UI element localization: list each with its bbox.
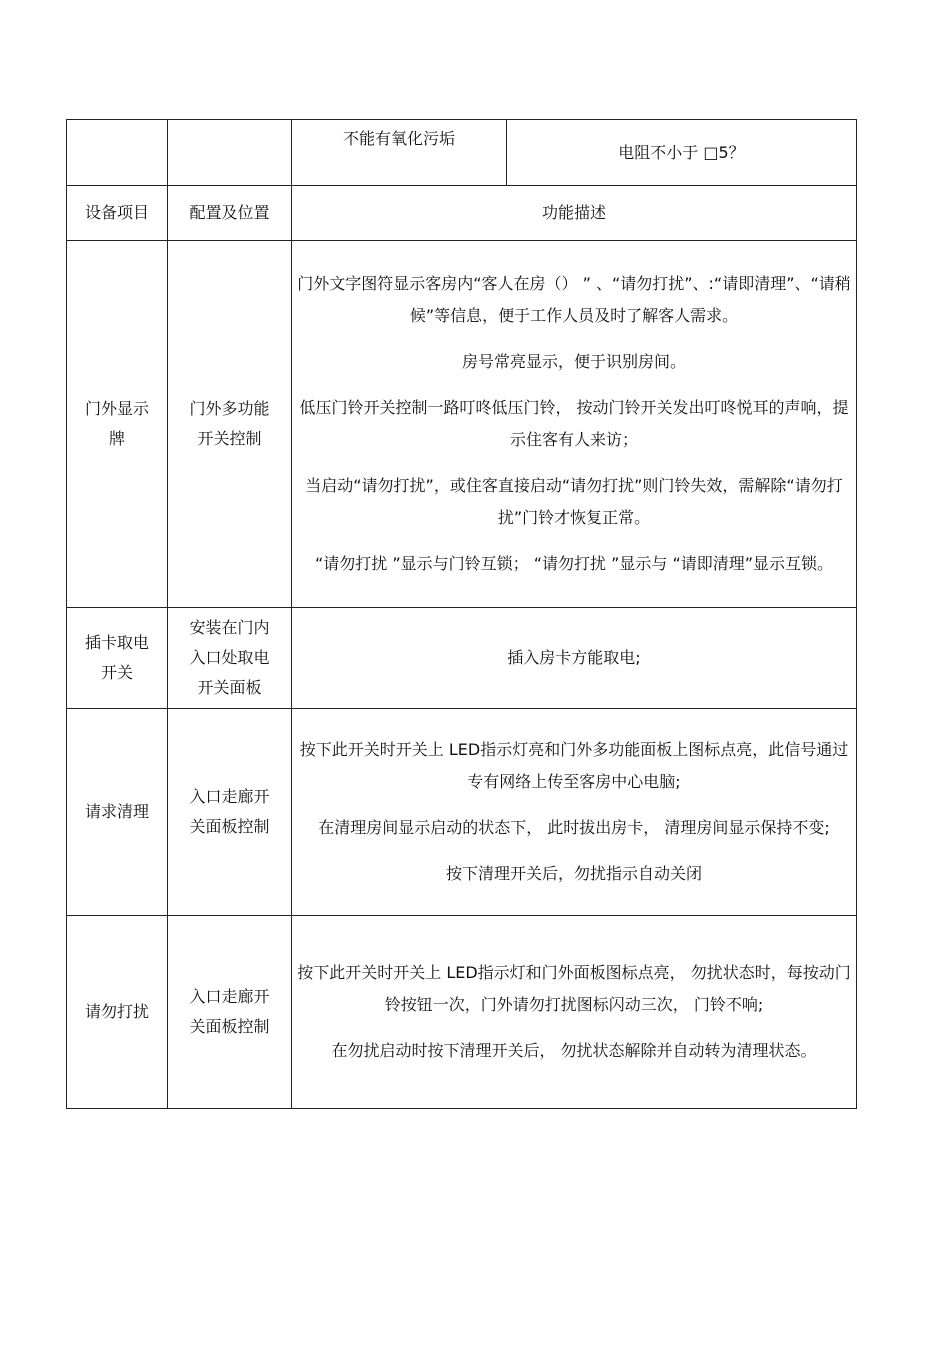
header-desc <box>292 186 857 241</box>
header-desc-label: 功能描述 <box>541 203 606 222</box>
table-header-row <box>67 186 857 241</box>
item-label: 牌 <box>108 429 125 448</box>
header-config-label: 配置及位置 <box>189 203 270 222</box>
table-row <box>67 608 857 709</box>
cell-oxidation-note <box>292 120 507 186</box>
config-cell <box>168 916 292 1109</box>
desc-paragraph: 在清理房间显示启动的状态下， 此时拔出房卡， 清理房间显示保持不变; <box>318 818 830 837</box>
config-label: 安装在门内 <box>189 618 270 637</box>
config-label: 门外多功能 <box>189 399 270 418</box>
table-row <box>67 709 857 916</box>
item-cell <box>67 608 168 709</box>
item-label: 插卡取电 <box>84 633 149 652</box>
desc-paragraph: 低压门铃开关控制一路叮咚低压门铃， 按动门铃开关发出叮咚悦耳的声响，提示住客有人来访； <box>299 398 849 449</box>
header-item <box>67 186 168 241</box>
item-cell <box>67 709 168 916</box>
config-label: 入口走廊开 <box>189 987 270 1006</box>
desc-paragraph: 当启动“请勿打扰”，或住客直接启动“请勿打扰”则门铃失效，需解除“请勿打扰”门铃才恢复正常。 <box>305 476 843 527</box>
desc-cell <box>292 709 857 916</box>
desc-paragraph: 在勿扰启动时按下清理开关后， 勿扰状态解除并自动转为清理状态。 <box>331 1041 817 1060</box>
config-label: 入口走廊开 <box>189 787 270 806</box>
table-row <box>67 241 857 608</box>
config-cell <box>168 709 292 916</box>
item-label: 请勿打扰 <box>84 1002 149 1021</box>
header-config <box>168 186 292 241</box>
desc-paragraph: “请勿打扰 ”显示与门铃互锁； “请勿打扰 ”显示与 “请即清理”显示互锁。 <box>314 554 834 573</box>
item-label: 请求清理 <box>84 802 149 821</box>
desc-paragraph: 门外文字图符显示客房内“客人在房（） ” 、“请勿打扰”、:“请即清理”、“请稍候”等信息，便于工作人员及时了解客人需求。 <box>297 274 851 325</box>
config-label: 开关面板 <box>197 678 262 697</box>
header-item-label: 设备项目 <box>84 203 149 222</box>
desc-paragraph: 插入房卡方能取电; <box>507 648 641 667</box>
item-cell <box>67 241 168 608</box>
config-label: 开关控制 <box>197 429 262 448</box>
desc-paragraph: 按下此开关时开关上 LED指示灯亮和门外多功能面板上图标点亮，此信号通过专有网络上传至客房中心电脑; <box>299 740 849 791</box>
equipment-spec-table <box>66 119 857 1109</box>
desc-paragraph: 按下此开关时开关上 LED指示灯和门外面板图标点亮， 勿扰状态时，每按动门铃按钮一次，门外请勿打扰图标闪动三次， 门铃不响; <box>297 963 851 1014</box>
desc-cell <box>292 608 857 709</box>
item-cell <box>67 916 168 1109</box>
resistance-note: 电阻不小于 □5？ <box>618 142 745 162</box>
config-label: 入口处取电 <box>189 648 270 667</box>
oxidation-note: 不能有氧化污垢 <box>342 129 455 148</box>
cell-empty-2 <box>168 120 292 186</box>
item-label: 门外显示 <box>84 399 149 418</box>
item-label: 开关 <box>100 663 133 682</box>
desc-paragraph: 按下清理开关后，勿扰指示自动关闭 <box>445 864 702 883</box>
table-row <box>67 916 857 1109</box>
config-cell <box>168 241 292 608</box>
desc-cell <box>292 241 857 608</box>
config-label: 关面板控制 <box>189 817 270 836</box>
desc-cell <box>292 916 857 1109</box>
desc-paragraph: 房号常亮显示，便于识别房间。 <box>461 352 686 371</box>
table-row <box>67 120 857 186</box>
config-cell <box>168 608 292 709</box>
config-label: 关面板控制 <box>189 1017 270 1036</box>
cell-resistance-note <box>507 120 857 186</box>
cell-empty-1 <box>67 120 168 186</box>
